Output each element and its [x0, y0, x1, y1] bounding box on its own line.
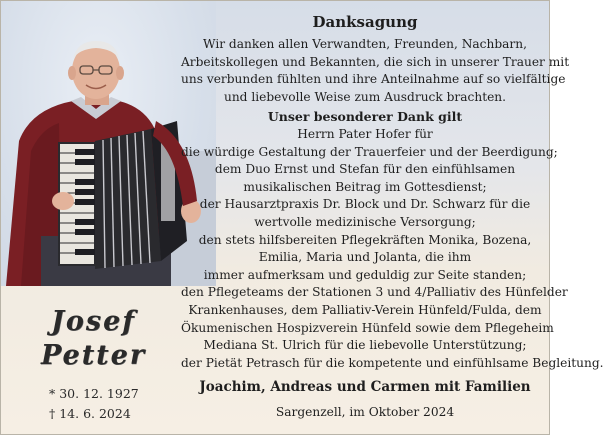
intro-line: und liebevolle Weise zum Ausdruck brachten. [223, 89, 507, 104]
thanks-line: Ökumenischen Hospizverein Hünfeld sowie dem Pflegeheim [181, 320, 554, 335]
intro-paragraph [181, 36, 570, 106]
deceased-last-name: Petter [40, 340, 147, 371]
thanks-line: wertvolle medizinische Versorgung; [254, 214, 476, 229]
deceased-first-name: Josef [51, 306, 136, 337]
thanks-line: die würdige Gestaltung der Trauerfeier und der Beerdigung; [181, 144, 558, 159]
birth-date: * 30. 12. 1927 [49, 386, 139, 401]
thanks-line: Mediana St. Ulrich für die liebevolle Unterstützung; [203, 338, 527, 353]
notice-heading: Danksagung [312, 13, 418, 31]
thanks-line: der Pietät Petrasch für die kompetente und einfühlsame Begleitung. [181, 355, 604, 370]
thanks-line: Krankenhauses, dem Palliativ-Verein Hünfeld/Fulda, dem [188, 302, 542, 317]
thanks-line: Herrn Pater Hofer für [297, 127, 433, 141]
family-signature: Joachim, Andreas und Carmen mit Familien [199, 379, 531, 395]
place-and-date: Sargenzell, im Oktober 2024 [275, 405, 455, 419]
thanks-line: den stets hilfsbereiten Pflegekräften Monika, Bozena, [198, 232, 532, 247]
thanks-line: immer aufmerksam und geduldig zur Seite standen; [203, 267, 527, 282]
thanks-line: den Pflegeteams der Stationen 3 und 4/Palliativ des Hünfelder [181, 285, 568, 300]
special-thanks-heading: Unser besonderer Dank gilt [267, 109, 463, 124]
thanks-list [181, 126, 604, 372]
thanks-line: der Hausarztpraxis Dr. Block und Dr. Schwarz für die [199, 197, 531, 212]
intro-line: Arbeitskollegen und Bekannten, die sich in unserer Trauer mit [181, 54, 570, 69]
intro-line: Wir danken allen Verwandten, Freunden, Nachbarn, [203, 37, 527, 51]
thanks-line: musikalischen Beitrag im Gottesdienst; [243, 179, 487, 194]
thanks-line: Emilia, Maria und Jolanta, die ihm [258, 250, 472, 265]
thanks-line: dem Duo Ernst und Stefan für den einfühlsamen [214, 162, 516, 177]
death-date: † 14. 6. 2024 [49, 406, 131, 421]
intro-line: uns verbunden fühlten und ihre Anteilnahme auf so vielfältige [181, 72, 566, 87]
